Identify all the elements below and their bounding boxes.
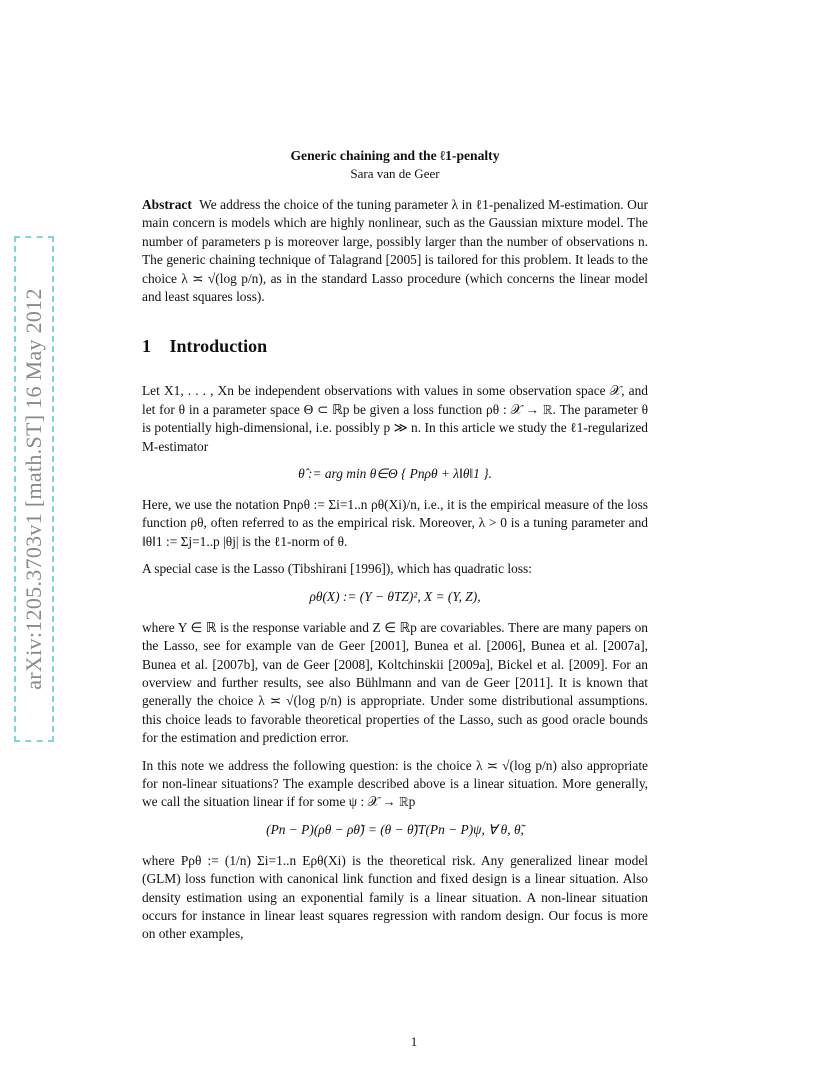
- paragraph-4: where Y ∈ ℝ is the response variable and Z ∈ ℝp are covariables. There are many papers on the Lasso, see for example van de Geer [2001], Bunea et al. [2006], Bunea et al. [2007a], Bunea et al. [2007b], van de Geer [2008], Koltchinskii [2009a], Bickel et al. [2009]. For an overview and further results, see also Bühlmann and van de Geer [2011]. It is known that generally the choice λ ≍ √(log p/n) is appropriate. Under some distributional assumptions. this choice leads to favorable theoretical properties of the Lasso, such as good oracle bounds for the estimation and prediction error.: [142, 619, 648, 746]
- arxiv-stamp: [14, 236, 54, 742]
- abstract-text: We address the choice of the tuning parameter λ in ℓ1-penalized M-estimation. Our main concern is models which are highly nonlinear, such as the Gaussian mixture model. The number of parameters p is moreover large, possibly larger than the number of observations n. The generic chaining technique of Talagrand [2005] is tailored for this problem. It leads to the choice λ ≍ √(log p/n), as in the standard Lasso procedure (which concerns the linear model and least squares loss).: [142, 197, 649, 305]
- paragraph-5: In this note we address the following question: is the choice λ ≍ √(log p/n) also appropriate for non-linear situations? The example described above is a linear situation. More generally, we call the situation linear if for some ψ : 𝒳 → ℝp: [142, 757, 648, 810]
- section-heading: [142, 336, 648, 357]
- page-number: 1: [410, 1034, 418, 1049]
- paper-author: Sara van de Geer: [350, 166, 440, 181]
- abstract: [142, 196, 648, 306]
- paragraph-1: Let X1, . . . , Xn be independent observations with values in some observation space 𝒳, and let for θ in a parameter space Θ ⊂ ℝp be given a loss function ρθ : 𝒳 → ℝ. The parameter θ is potentially high-dimensional, i.e. possibly p ≫ n. In this article we study the ℓ1-regularized M-estimator: [142, 383, 648, 454]
- paragraph-6: where Pρθ := (1/n) Σi=1..n Eρθ(Xi) is the theoretical risk. Any generalized linear model (GLM) loss function with canonical link function and fixed design is a linear situation. Also density estimation using an exponential family is a linear situation. A non-linear situation occurs for instance in linear least squares regression with random design. Our focus is more on other examples,: [142, 852, 648, 942]
- arxiv-identifier: arXiv:1205.3703v1 [math.ST] 16 May 2012: [21, 288, 46, 690]
- equation-estimator: θ̂ := arg min θ∈Θ { Pnρθ + λ‖θ‖1 }.: [298, 466, 492, 482]
- paragraph-2: Here, we use the notation Pnρθ := Σi=1..n ρθ(Xi)/n, i.e., it is the empirical measure of the loss function ρθ, often referred to as the empirical risk. Moreover, λ > 0 is a tuning parameter and ‖θ‖1 := Σj=1..p |θj| is the ℓ1-norm of θ.: [142, 497, 648, 549]
- paper-title: Generic chaining and the ℓ1-penalty: [290, 148, 500, 163]
- paragraph-3: A special case is the Lasso (Tibshirani [1996]), which has quadratic loss:: [142, 561, 532, 577]
- paper-page: [142, 140, 648, 953]
- equation-linear-situation: (Pn − P)(ρθ − ρθ̃) = (θ − θ̃)T(Pn − P)ψ, ∀ θ, θ̃,: [266, 821, 524, 837]
- section-number: 1: [142, 336, 151, 357]
- equation-quadratic-loss: ρθ(X) := (Y − θTZ)², X = (Y, Z),: [309, 588, 481, 604]
- section-title: Introduction: [169, 336, 268, 357]
- abstract-heading: Abstract: [142, 197, 192, 212]
